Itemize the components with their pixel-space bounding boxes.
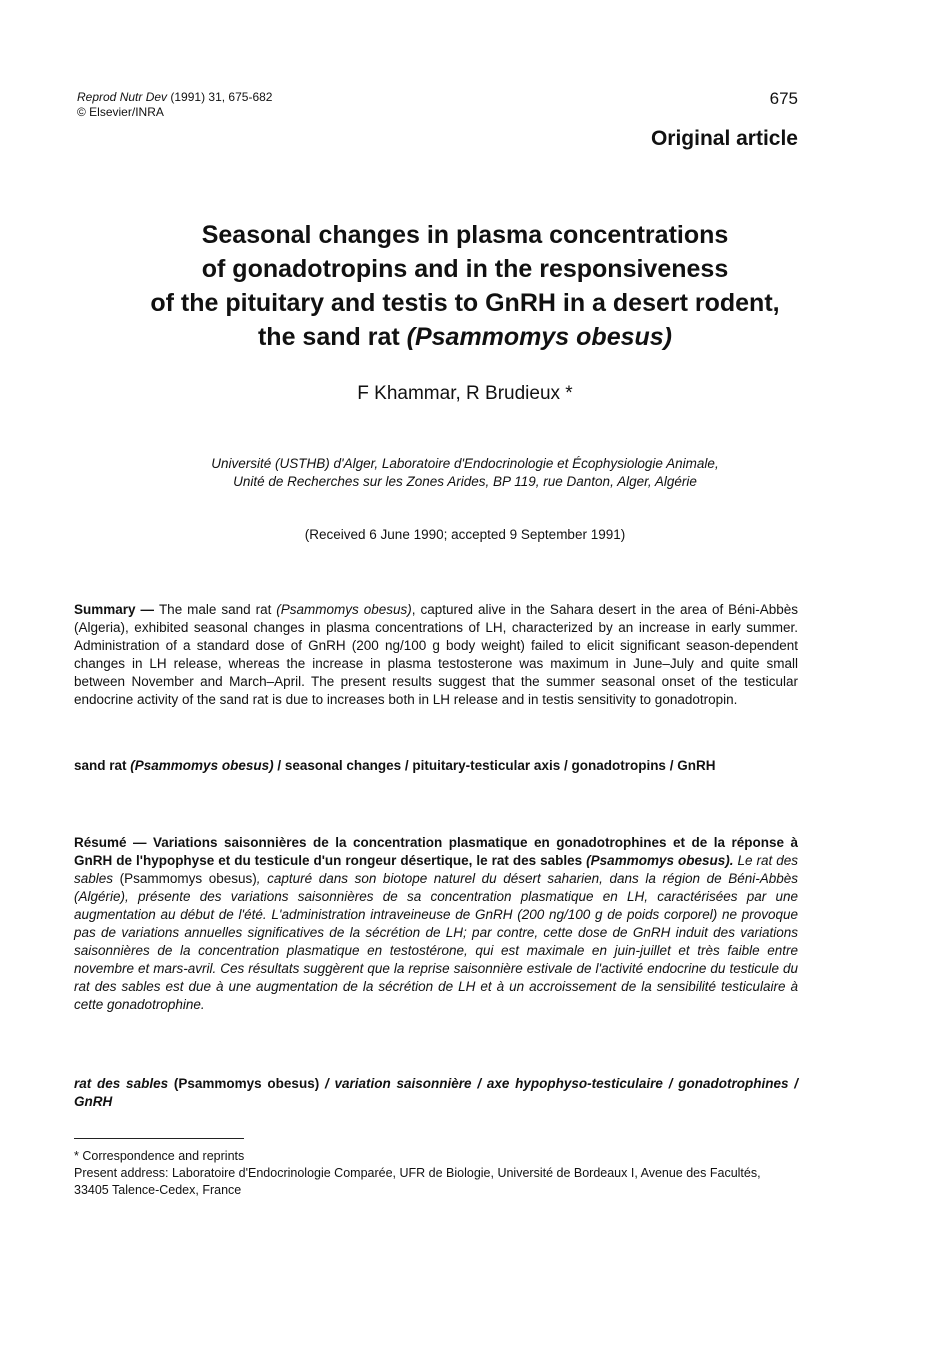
summary-text: The male sand rat [158, 602, 277, 617]
footnote-divider [74, 1138, 244, 1139]
title-line [40, 320, 890, 354]
summary-text: , captured alive in the Sahara desert in the area of Béni-Abbès (Algeria), exhibited seasonal changes in plasma concentrations of LH, characterized by an increase in early summer. Administration of a standard dose of GnRH (200 ng/100 g body weight) failed to elicit significant season-dependent changes in LH release, whereas the increase in plasma testosterone was maximum in June–July and quite small between November and March–April. The present results suggest that the summer seasonal onset of the testicular endocrine activity of the sand rat is due to increases both in LH release and in testis sensitivity to gonadotropin. [74, 602, 798, 707]
resume-text: , capturé dans son biotope naturel du désert saharien, dans la région de Béni-Abbès (Algérie), présente des variations saisonnières de sa concentration plasmatique en LH, caractérisées par une augmentation au début de l'été. L'administration intraveineuse de GnRH (200 ng/100 g de poids corporel) ne provoque pas de variations annuelles significatives de la sécrétion de LH; par contre, cette dose de GnRH induit des variations saisonnières de la concentration plasmatique en testostérone, qui est maximale en juin-juillet et très faible entre novembre et mars-avril. Ces résultats suggèrent que la reprise saisonnière estivale de l'activité endocrine du testicule du rat des sables est due à une augmentation de la sécrétion de LH et à un accroissement de la sensibilité testiculaire à cette gonadotrophine. [74, 871, 798, 1012]
footnote [74, 1148, 798, 1199]
page-number: 675 [769, 89, 798, 108]
resume-title-species: (Psammomys obesus). [586, 853, 734, 868]
title-species: (Psammomys obesus) [406, 323, 673, 351]
journal-name: Reprod Nutr Dev [77, 90, 168, 104]
summary [74, 601, 798, 709]
footnote-address: Present address: Laboratoire d'Endocrinologie Comparée, UFR de Biologie, Université de Bordeaux I, Avenue des Facultés, 33405 Talence-Cedex, France [74, 1166, 761, 1197]
summary-species: (Psammomys obesus) [276, 602, 412, 617]
publisher: © Elsevier/INRA [77, 105, 164, 119]
keyword-text: sand rat [74, 758, 131, 773]
keyword-species: (Psammomys obesus) [173, 1076, 320, 1091]
resume-species: (Psammomys obesus) [119, 871, 257, 886]
resume [74, 834, 798, 1014]
summary-dash: — [135, 602, 159, 617]
resume-text: Le rat des sables [74, 853, 798, 886]
title-line: of gonadotropins and in the responsiveness [201, 255, 729, 283]
received-dates: (Received 6 June 1990; accepted 9 September 1991) [304, 527, 626, 542]
title-line: of the pituitary and testis to GnRH in a desert rodent, [150, 289, 780, 317]
title-line: Seasonal changes in plasma concentrations [201, 221, 729, 249]
affiliation-line: Université (USTHB) d'Alger, Laboratoire d'Endocrinologie et Écophysiologie Animale, [211, 456, 719, 471]
running-head [77, 90, 272, 120]
resume-dash: — [126, 835, 154, 850]
keyword-text: / variation saisonnière / axe hypophyso-testiculaire / gonadotrophines / GnRH [74, 1076, 798, 1109]
title-text: the sand rat [257, 323, 407, 351]
summary-label: Summary [74, 602, 136, 617]
resume-title: Variations saisonnières de la concentration plasmatique en gonadotrophines et de la réponse à GnRH de l'hypophyse et du testicule d'un rongeur désertique, le rat des sables [74, 835, 798, 868]
journal-citation: (1991) 31, 675-682 [170, 90, 273, 104]
resume-label: Résumé [74, 835, 127, 850]
keyword-text: / seasonal changes / pituitary-testicular axis / gonadotropins / GnRH [273, 758, 716, 773]
footnote-correspondence: * Correspondence and reprints [74, 1149, 245, 1163]
article-title [40, 218, 890, 354]
citation-line [77, 90, 272, 105]
affiliation [60, 455, 870, 491]
keyword-species: (Psammomys obesus) [130, 758, 274, 773]
article-type: Original article [650, 127, 798, 150]
keyword-text: rat des sables [74, 1076, 174, 1091]
affiliation-line: Unité de Recherches sur les Zones Arides, BP 119, rue Danton, Alger, Algérie [233, 474, 697, 489]
keywords-french [74, 1075, 798, 1111]
authors: F Khammar, R Brudieux * [357, 383, 573, 404]
keywords-english [74, 757, 798, 775]
